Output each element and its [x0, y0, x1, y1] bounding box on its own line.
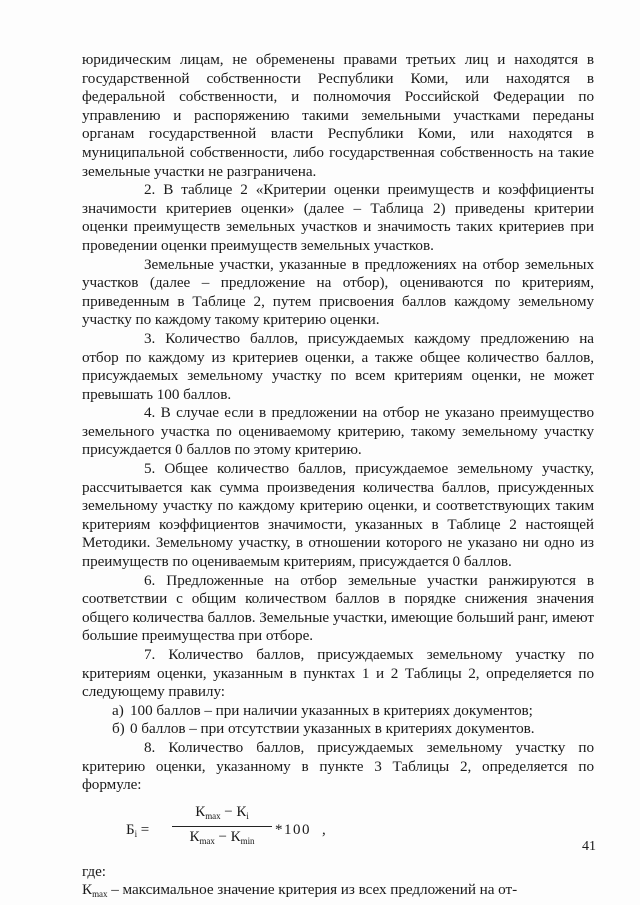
paragraph-7: 7. Количество баллов, присуждаемых земельному участку по критериям оценки, указанным в пунктах 1 и 2 Таблицы 2, определяется по следующему правилу: — [82, 646, 594, 701]
formula-fraction — [172, 803, 272, 851]
formula-comma: , — [322, 821, 326, 838]
formula-multiplier: *100 — [275, 821, 311, 838]
paragraph-6: 6. Предложенные на отбор земельные участки ранжируются в соответствии с общим количеством баллов в порядке снижения значения общего количества баллов. Земельные участки, имеющие больший ранг, имеют большие преимущества при отборе. — [82, 571, 594, 645]
paragraph-2: 2. В таблице 2 «Критерии оценки преимуществ и коэффициенты значимости критериев оценки» (далее – Таблица 2) приведены критерии оценки преимуществ земельных участков и значимость таких критериев при проведении оценки преимуществ земельных участков. — [82, 181, 594, 254]
list-item — [82, 720, 594, 739]
definition-kmax: $К_{max}$ – максимальное значение критерия из всех предложений на от- — [82, 881, 518, 900]
paragraph-3: 3. Количество баллов, присуждаемых каждому предложению на отбор по каждому из критериев оценки, а также общее количество баллов, присуждаемых земельному участку по всем критериям оценки, не может превышать 100 баллов. — [82, 329, 594, 403]
where-label: где: — [82, 862, 106, 880]
paragraph-4: 4. В случае если в предложении на отбор не указано преимущество земельного участка по оцениваемому критерию, такому земельному участку присуждается 0 баллов по этому критерию. — [82, 404, 594, 459]
paragraph-5: 5. Общее количество баллов, присуждаемое земельному участку, рассчитывается как сумма произведения количества баллов, присужденных земельному участку по каждому критерию оценки, и соответствующих таким критериям коэффициентов значимости, указанных в Таблице 2 настоящей Методики. Земельному участку, в отношении которого не указано ни одно из преимуществ по оцениваемым критериям, присуждается 0 баллов. — [82, 460, 594, 571]
body-text — [82, 51, 594, 904]
list-marker: б) — [112, 720, 125, 738]
score-formula — [82, 801, 594, 859]
paragraph-2-cont: Земельные участки, указанные в предложениях на отбор земельных участков (далее – предложение на отбор), оцениваются по критериям, приведенным в Таблице 2, путем присвоения баллов каждому земельному участку по каждому такому критерию оценки. — [82, 255, 594, 329]
list-item — [82, 702, 594, 721]
formula-numerator: $К_{max} - К_i$ — [172, 803, 272, 828]
formula-denominator: $К_{max} - К_{min}$ — [189, 829, 255, 847]
paragraph-continuation: юридическим лицам, не обременены правами третьих лиц и находятся в государственной собственности Республики Коми, или находятся в федеральной собственности, и полномочия Российской Федерации по управлению и распоряжению такими земельными участками переданы органам государственной власти Республики Коми, или находятся в муниципальной собственности, либо государственная собственность на такие земельные участки не разграничена. — [82, 51, 594, 180]
list-text: 100 баллов – при наличии указанных в критериях документов; — [130, 701, 533, 719]
list-marker: а) — [112, 701, 124, 719]
list-text: 0 баллов – при отсутствии указанных в критериях документов. — [130, 720, 535, 738]
paragraph-8: 8. Количество баллов, присуждаемых земельному участку по критерию оценки, указанному в пункте 3 Таблицы 2, определяется по формуле: — [82, 738, 594, 794]
page-number: 41 — [582, 839, 596, 854]
formula-lhs: $Б_i$ = — [126, 821, 150, 839]
